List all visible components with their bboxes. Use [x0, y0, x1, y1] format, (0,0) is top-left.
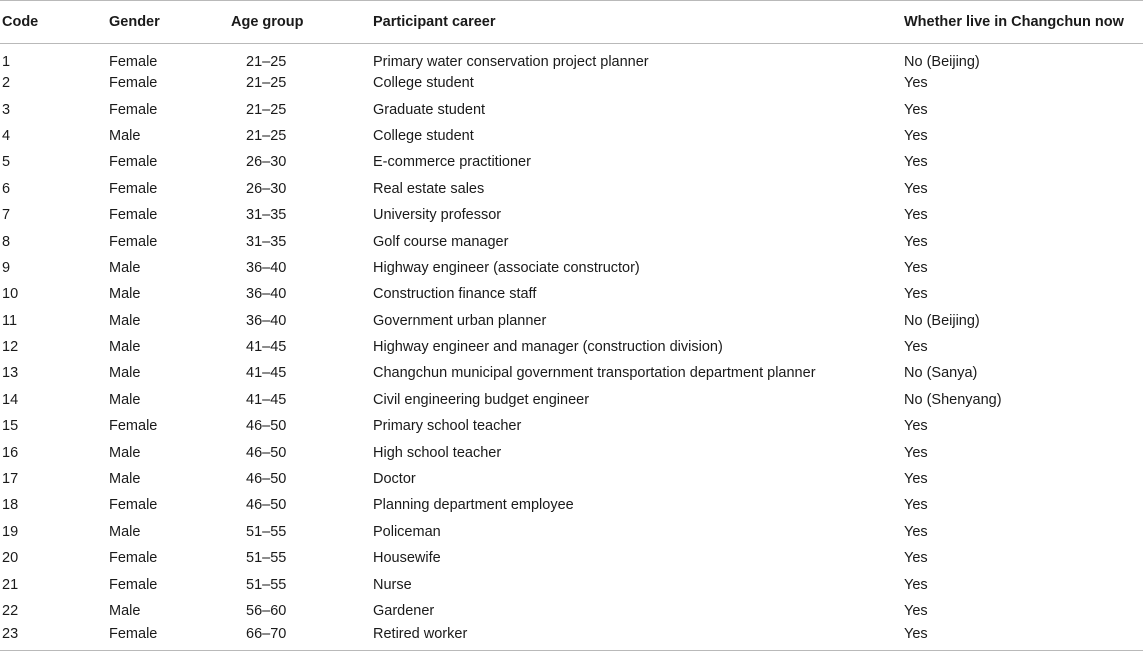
cell-gender: Male: [109, 259, 141, 276]
cell-gender: Female: [109, 576, 158, 593]
cell-live-in-changchun: Yes: [904, 471, 928, 488]
cell-age-group: 56–60: [246, 603, 287, 619]
cell-code: 1: [2, 54, 11, 70]
cell-age-group: 36–40: [246, 259, 287, 276]
table-row: [0, 624, 1143, 650]
cell-live-in-changchun: Yes: [904, 576, 928, 593]
cell-gender: Male: [109, 471, 141, 488]
cell-live-in-changchun: Yes: [904, 550, 928, 567]
cell-age-group: 41–45: [246, 365, 287, 382]
table-row: [0, 70, 1143, 96]
header-row: [0, 1, 1143, 44]
cell-participant-career: Graduate student: [373, 101, 486, 118]
cell-age-group: 21–25: [246, 54, 287, 70]
cell-code: 3: [2, 101, 11, 118]
cell-code: 4: [2, 127, 11, 144]
cell-code: 8: [2, 233, 11, 250]
table-row: [0, 387, 1143, 413]
cell-participant-career: Nurse: [373, 576, 412, 593]
cell-gender: Male: [109, 603, 141, 619]
cell-participant-career: Housewife: [373, 550, 441, 567]
cell-gender: Male: [109, 286, 141, 303]
cell-age-group: 26–30: [246, 180, 287, 197]
cell-code: 6: [2, 180, 11, 197]
cell-age-group: 41–45: [246, 391, 287, 408]
cell-participant-career: Gardener: [373, 603, 435, 619]
table-row: [0, 598, 1143, 624]
cell-code: 5: [2, 154, 11, 171]
cell-code: 2: [2, 75, 11, 92]
cell-participant-career: College student: [373, 75, 474, 92]
cell-live-in-changchun: Yes: [904, 259, 928, 276]
cell-participant-career: University professor: [373, 207, 502, 224]
cell-live-in-changchun: No (Beijing): [904, 312, 980, 329]
table-row: [0, 96, 1143, 122]
cell-participant-career: Civil engineering budget engineer: [373, 391, 590, 408]
cell-code: 19: [2, 523, 19, 540]
cell-code: 17: [2, 471, 19, 488]
cell-gender: Female: [109, 75, 158, 92]
header-participant-career: Participant career: [371, 1, 902, 44]
cell-gender: Male: [109, 391, 141, 408]
table-row: [0, 545, 1143, 571]
header-code: Code: [0, 1, 107, 44]
table-row: [0, 360, 1143, 386]
cell-gender: Male: [109, 365, 141, 382]
cell-participant-career: Doctor: [373, 471, 416, 488]
cell-gender: Female: [109, 207, 158, 224]
cell-participant-career: Golf course manager: [373, 233, 509, 250]
cell-age-group: 36–40: [246, 286, 287, 303]
cell-live-in-changchun: Yes: [904, 233, 928, 250]
cell-participant-career: Highway engineer and manager (construction division): [373, 339, 723, 356]
cell-live-in-changchun: Yes: [904, 101, 928, 118]
cell-age-group: 31–35: [246, 207, 287, 224]
cell-live-in-changchun: Yes: [904, 207, 928, 224]
cell-age-group: 21–25: [246, 75, 287, 92]
cell-age-group: 46–50: [246, 471, 287, 488]
cell-code: 9: [2, 259, 11, 276]
cell-participant-career: Changchun municipal government transportation department planner: [373, 365, 816, 382]
cell-live-in-changchun: No (Beijing): [904, 54, 980, 70]
cell-gender: Female: [109, 54, 158, 70]
cell-live-in-changchun: Yes: [904, 603, 928, 619]
table-row: [0, 281, 1143, 307]
cell-participant-career: E-commerce practitioner: [373, 154, 531, 171]
table-row: [0, 123, 1143, 149]
header-gender: Gender: [107, 1, 229, 44]
cell-live-in-changchun: Yes: [904, 523, 928, 540]
cell-participant-career: Primary water conservation project planner: [373, 54, 649, 70]
cell-code: 23: [0, 624, 107, 650]
cell-live-in-changchun: Yes: [904, 444, 928, 461]
cell-participant-career: Retired worker: [371, 624, 902, 650]
cell-participant-career: Highway engineer (associate constructor): [373, 259, 640, 276]
cell-age-group: 51–55: [246, 576, 287, 593]
table-row: [0, 413, 1143, 439]
cell-live-in-changchun: Yes: [904, 180, 928, 197]
cell-participant-career: Construction finance staff: [373, 286, 537, 303]
cell-code: 14: [2, 391, 19, 408]
cell-age-group: 36–40: [246, 312, 287, 329]
cell-gender: Female: [109, 418, 158, 435]
cell-live-in-changchun: Yes: [904, 75, 928, 92]
cell-age-group: 26–30: [246, 154, 287, 171]
cell-live-in-changchun: Yes: [904, 418, 928, 435]
cell-gender: Male: [109, 312, 141, 329]
cell-gender: Male: [109, 127, 141, 144]
cell-age-group: 41–45: [246, 339, 287, 356]
cell-code: 21: [2, 576, 19, 593]
table-header: [0, 1, 1143, 44]
table-row: [0, 176, 1143, 202]
cell-live-in-changchun: Yes: [904, 339, 928, 356]
cell-age-group: 66–70: [229, 624, 371, 650]
cell-code: 22: [2, 603, 19, 619]
cell-age-group: 46–50: [246, 497, 287, 514]
cell-participant-career: College student: [373, 127, 474, 144]
cell-code: 12: [2, 339, 19, 356]
cell-live-in-changchun: Yes: [902, 624, 1143, 650]
table-row: [0, 149, 1143, 175]
cell-age-group: 51–55: [246, 550, 287, 567]
cell-live-in-changchun: No (Shenyang): [904, 391, 1002, 408]
table-row: [0, 571, 1143, 597]
table-row: [0, 466, 1143, 492]
cell-code: 20: [2, 550, 19, 567]
cell-code: 18: [2, 497, 19, 514]
cell-live-in-changchun: Yes: [904, 154, 928, 171]
cell-gender: Female: [109, 550, 158, 567]
cell-participant-career: Real estate sales: [373, 180, 485, 197]
table-body: [0, 44, 1143, 651]
cell-gender: Female: [109, 180, 158, 197]
cell-code: 13: [2, 365, 19, 382]
table-row: [0, 228, 1143, 254]
cell-age-group: 31–35: [246, 233, 287, 250]
table-row: [0, 308, 1143, 334]
cell-age-group: 21–25: [246, 127, 287, 144]
cell-gender: Male: [109, 339, 141, 356]
cell-gender: Male: [109, 523, 141, 540]
cell-code: 15: [2, 418, 19, 435]
cell-code: 7: [2, 207, 11, 224]
table-row: [0, 44, 1143, 71]
cell-gender: Female: [109, 233, 158, 250]
table-row: [0, 255, 1143, 281]
table-row: [0, 439, 1143, 465]
cell-code: 11: [2, 312, 18, 329]
table-row: [0, 492, 1143, 518]
table-row: [0, 202, 1143, 228]
cell-code: 16: [2, 444, 19, 461]
header-live-in-changchun: Whether live in Changchun now: [902, 1, 1143, 44]
cell-age-group: 46–50: [246, 444, 287, 461]
cell-gender: Female: [107, 624, 229, 650]
cell-live-in-changchun: No (Sanya): [904, 365, 978, 382]
cell-code: 10: [2, 286, 19, 303]
cell-gender: Female: [109, 154, 158, 171]
cell-participant-career: Policeman: [373, 523, 441, 540]
cell-participant-career: Government urban planner: [373, 312, 547, 329]
table-row: [0, 519, 1143, 545]
cell-age-group: 46–50: [246, 418, 287, 435]
table-row: [0, 334, 1143, 360]
cell-gender: Female: [109, 101, 158, 118]
cell-participant-career: High school teacher: [373, 444, 502, 461]
cell-age-group: 21–25: [246, 101, 287, 118]
cell-live-in-changchun: Yes: [904, 127, 928, 144]
cell-participant-career: Planning department employee: [373, 497, 574, 514]
header-age-group: Age group: [229, 1, 371, 44]
cell-live-in-changchun: Yes: [904, 286, 928, 303]
cell-live-in-changchun: Yes: [904, 497, 928, 514]
cell-gender: Female: [109, 497, 158, 514]
cell-participant-career: Primary school teacher: [373, 418, 522, 435]
cell-age-group: 51–55: [246, 523, 287, 540]
cell-gender: Male: [109, 444, 141, 461]
